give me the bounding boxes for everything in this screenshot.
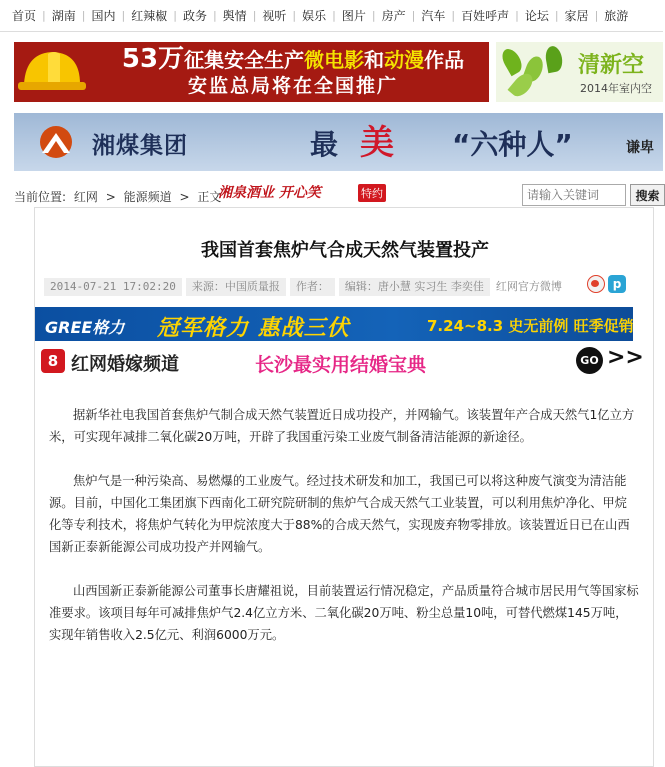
article-date: 2014-07-21 17:02:20 — [44, 278, 182, 296]
gree-logo: GREE格力 — [45, 318, 125, 337]
article-body — [35, 404, 655, 668]
leaf-icon — [544, 45, 564, 73]
banner-line1-b: 作品 — [424, 48, 465, 72]
go-button[interactable]: GO — [576, 347, 603, 374]
article-meta — [44, 278, 644, 302]
breadcrumb-bar — [14, 184, 663, 208]
nav-item[interactable]: 图片 — [341, 9, 366, 23]
nav-item[interactable]: 红辣椒 — [131, 9, 168, 23]
nav-separator: | — [252, 9, 257, 22]
tencent-weibo-icon[interactable]: p — [608, 275, 626, 293]
nav-separator: | — [411, 9, 416, 22]
nav-separator: | — [292, 9, 297, 22]
banner-zui: 最 — [310, 128, 339, 161]
banner-line1-a: 征集安全生产 — [184, 48, 305, 72]
nav-item[interactable]: 家居 — [564, 9, 589, 23]
banner-mei: 美 — [360, 123, 394, 163]
nav-item[interactable]: 国内 — [91, 9, 116, 23]
banner-big-number: 53万 — [121, 44, 185, 74]
nav-item[interactable]: 湖南 — [51, 9, 76, 23]
wine-sponsor-ad[interactable] — [218, 180, 408, 204]
wedding-slogan: 长沙最实用结婚宝典 — [255, 354, 427, 376]
leaf-icon — [499, 46, 526, 77]
banner-highlight-1: 微电影 — [304, 48, 365, 72]
article-title: 我国首套焦炉气合成天然气装置投产 — [201, 240, 489, 261]
wine-brand: 湘泉酒业 开心笑 — [218, 185, 321, 201]
gree-promo: 7.24~8.3 史无前例 旺季促销 — [427, 317, 634, 335]
banner-highlight-2: 动漫 — [384, 48, 425, 72]
article-editor: 编辑：唐小慧 实习生 李奕佳 — [339, 278, 490, 296]
wedding-channel-ad[interactable] — [35, 343, 644, 379]
nav-separator: | — [451, 9, 456, 22]
breadcrumb-separator: > — [105, 190, 116, 204]
banner-line2: 安监总局将在全国推广 — [187, 75, 398, 97]
banner-qian: 谦卑 — [626, 140, 654, 156]
clean-air-banner[interactable] — [496, 42, 663, 102]
breadcrumb — [14, 188, 225, 205]
double-arrow-icon: >> — [607, 345, 644, 370]
nav-separator: | — [121, 9, 126, 22]
gree-ad-banner[interactable] — [35, 307, 633, 341]
breadcrumb-label: 当前位置: — [14, 190, 67, 204]
banner-line1-and: 和 — [364, 48, 385, 72]
top-nav — [0, 0, 663, 32]
nav-separator: | — [554, 9, 559, 22]
article-paragraph: 据新华社电我国首套焦炉气制合成天然气装置近日成功投产，并网输气。该装置年产合成天然气1亿立方米，可实现年减排二氧化碳20万吨，开辟了我国重污染工业废气制备清洁能源的新途径。 — [49, 408, 635, 444]
article-paragraph: 焦炉气是一种污染高、易燃爆的工业废气。经过技术研发和加工，我国已可以将这种废气演变为清洁能源。目前，中国化工集团旗下西南化工研究院研制的焦炉气合成天然气工业装置，可以利用焦炉净化、甲烷化等专利技术，将焦炉气转化为甲烷浓度大于88%的合成天然气，实现废弃物零排放。该装置近日已在山西国新正泰新能源公司成功投产并网输气。 — [49, 474, 630, 554]
nav-separator: | — [332, 9, 336, 22]
wedding-channel-name: 红网婚嫁频道 — [71, 354, 179, 375]
article-container — [34, 207, 654, 767]
wedding-logo: 8 — [41, 349, 65, 373]
breadcrumb-separator: > — [179, 190, 190, 204]
nav-item[interactable]: 房产 — [381, 9, 406, 23]
article-paragraph: 山西国新正泰新能源公司董事长唐耀祖说，目前装置运行情况稳定，产品质量符合城市居民用气等国家标准要求。该项目每年可减排焦炉气2.4亿立方米、二氧化碳20万吨、粉尘总量10吨，可替代燃煤145万吨，实现年销售收入2.5亿元、利润6000万元。 — [49, 584, 639, 642]
nav-separator: | — [212, 9, 217, 22]
coal-group-name: 湘煤集团 — [92, 133, 188, 159]
gree-slogan: 冠军格力 惠战三伏 — [157, 316, 350, 341]
article-source: 来源：中国质量报 — [186, 278, 286, 296]
banner-green-subtitle: 2014年室内空 — [580, 82, 652, 95]
nav-item[interactable]: 旅游 — [604, 9, 629, 23]
sponsor-badge: 特约 — [358, 184, 386, 202]
search-input[interactable] — [522, 184, 626, 206]
coal-group-logo-icon — [36, 125, 76, 159]
search-button[interactable]: 搜索 — [630, 184, 665, 206]
nav-separator: | — [594, 9, 599, 22]
safety-film-banner[interactable] — [14, 42, 489, 102]
breadcrumb-item-energy[interactable]: 能源频道 — [123, 190, 172, 204]
official-weibo-link[interactable]: 红网官方微博 — [495, 280, 562, 293]
nav-item[interactable]: 论坛 — [524, 9, 549, 23]
nav-separator: | — [42, 9, 46, 22]
breadcrumb-item-hongwang[interactable]: 红网 — [73, 190, 98, 204]
nav-item[interactable]: 视听 — [262, 9, 287, 23]
nav-separator: | — [81, 9, 86, 22]
nav-separator: | — [173, 9, 177, 22]
article-author: 作者： — [290, 278, 335, 296]
nav-item[interactable]: 百姓呼声 — [461, 9, 510, 23]
nav-item[interactable]: 舆情 — [222, 9, 247, 23]
sina-weibo-icon[interactable] — [587, 275, 605, 293]
coal-group-banner[interactable] — [14, 113, 663, 171]
nav-item[interactable]: 政务 — [182, 9, 207, 23]
helmet-icon — [18, 46, 86, 98]
nav-item[interactable]: 首页 — [12, 9, 37, 23]
banner-green-title: 清新空 — [578, 52, 645, 78]
nav-item[interactable]: 汽车 — [421, 9, 446, 23]
nav-separator: | — [371, 9, 376, 22]
nav-item[interactable]: 娱乐 — [302, 9, 327, 23]
breadcrumb-item-current: 正文 — [197, 190, 222, 204]
nav-separator: | — [515, 9, 519, 22]
banner-six-people: “六种人” — [452, 128, 573, 161]
